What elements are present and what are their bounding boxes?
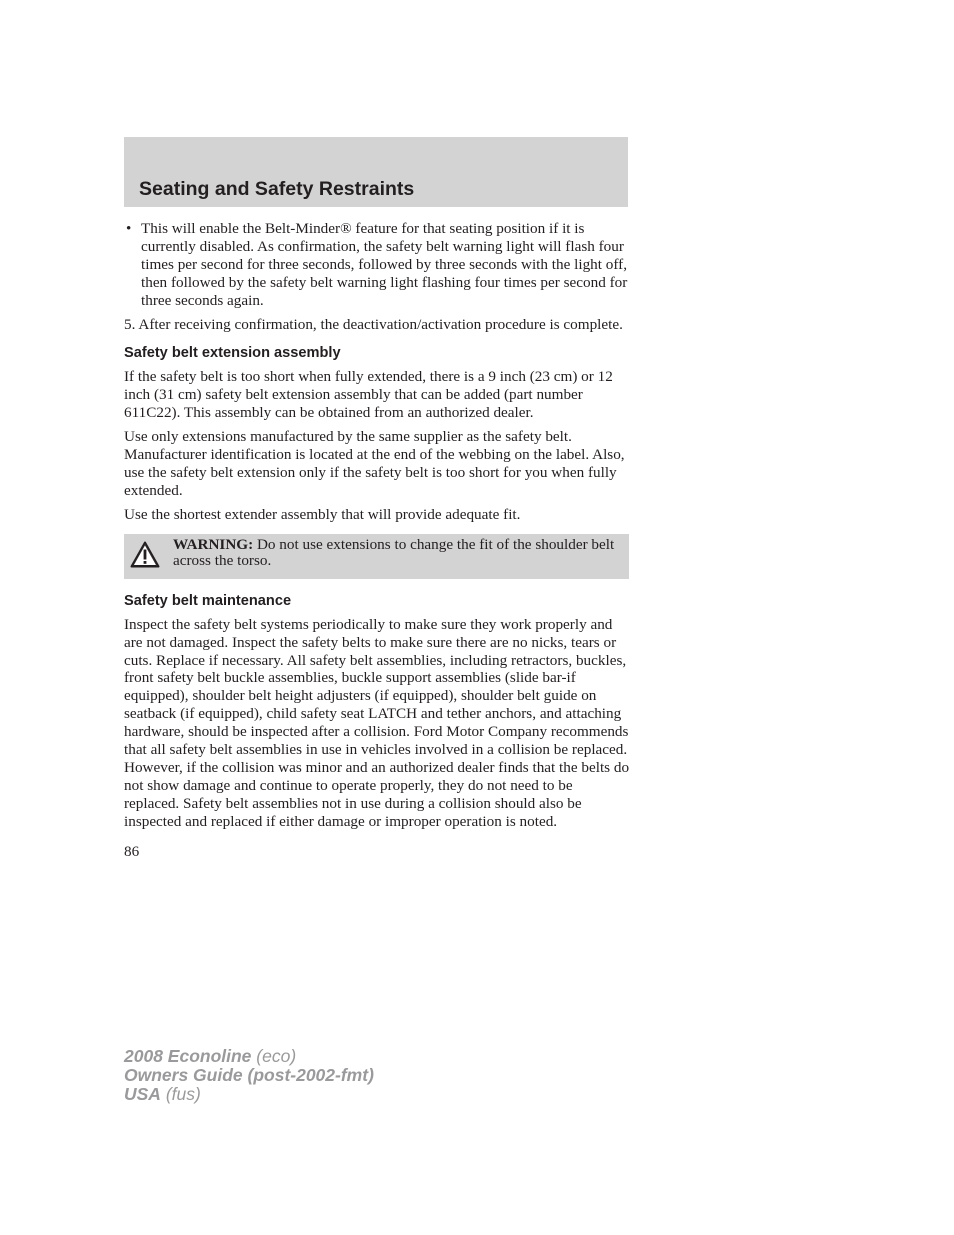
footer-guide: Owners Guide (post-2002-fmt) [124, 1065, 374, 1085]
section-title: Seating and Safety Restraints [139, 178, 415, 200]
extension-paragraph-2: Use only extensions manufactured by the same supplier as the safety belt. Manufacturer identification is located at the end of the webbing on the label. Also, use the safety belt extension only if the safety belt is too short for you when fully extended. [124, 428, 625, 499]
footer-region: USA [124, 1084, 161, 1104]
warning-label: WARNING: [173, 535, 254, 553]
page-number: 86 [124, 842, 140, 860]
page-content [124, 220, 630, 860]
document-footer [124, 1047, 374, 1104]
footer-line-2 [124, 1066, 374, 1085]
bullet-marker: • [126, 220, 132, 237]
maintenance-paragraph: Inspect the safety belt systems periodically to make sure they work properly and are not damaged. Inspect the safety belts to make sure there are no nicks, tears or cuts. Replace if necessary. All safety belt assemblies, including retractors, buckles, front safety belt buckle assemblies, buckle support assemblies (slide bar-if equipped), shoulder belt height adjusters (if equipped), shoulder belt guide on seatback (if equipped), child safety seat LATCH and tether anchors, and attaching hardware, should be inspected after a collision. Ford Motor Company recommends that all safety belt assemblies in use in vehicles involved in a collision be replaced. However, if the collision was minor and an authorized dealer finds that the belts do not show damage and continue to operate properly, they do not need to be replaced. Safety belt assemblies not in use during a collision should also be inspected and replaced if either damage or improper operation is noted. [124, 615, 630, 830]
maintenance-heading: Safety belt maintenance [124, 592, 292, 609]
warning-box [124, 534, 629, 579]
footer-region-code: (fus) [160, 1084, 201, 1104]
footer-model: 2008 Econoline [124, 1046, 252, 1066]
bullet-text: This will enable the Belt-Minder® feature for that seating position if it is currently disabled. As confirmation, the safety belt warning light will flash four times per second for three seconds, followed by three seconds with the light off, then followed by the safety belt warning light flashing four times per second for three seconds again. [141, 220, 628, 309]
footer-model-code: (eco) [251, 1046, 297, 1066]
footer-line-1 [124, 1047, 374, 1066]
footer-line-3 [124, 1085, 374, 1104]
warning-text: Do not use extensions to change the fit of the shoulder belt across the torso. [173, 535, 615, 570]
extension-heading: Safety belt extension assembly [124, 345, 341, 362]
step-5-paragraph: 5. After receiving confirmation, the deactivation/activation procedure is complete. [124, 315, 623, 333]
section-header-band [124, 137, 628, 207]
warning-triangle-icon [130, 541, 160, 568]
extension-paragraph-1: If the safety belt is too short when fully extended, there is a 9 inch (23 cm) or 12 inch (31 cm) safety belt extension assembly that can be added (part number 611C22). This assembly can be obtained from an authorized dealer. [124, 368, 613, 422]
bullet-item [124, 220, 630, 310]
extension-paragraph-3: Use the shortest extender assembly that will provide adequate fit. [124, 505, 521, 523]
